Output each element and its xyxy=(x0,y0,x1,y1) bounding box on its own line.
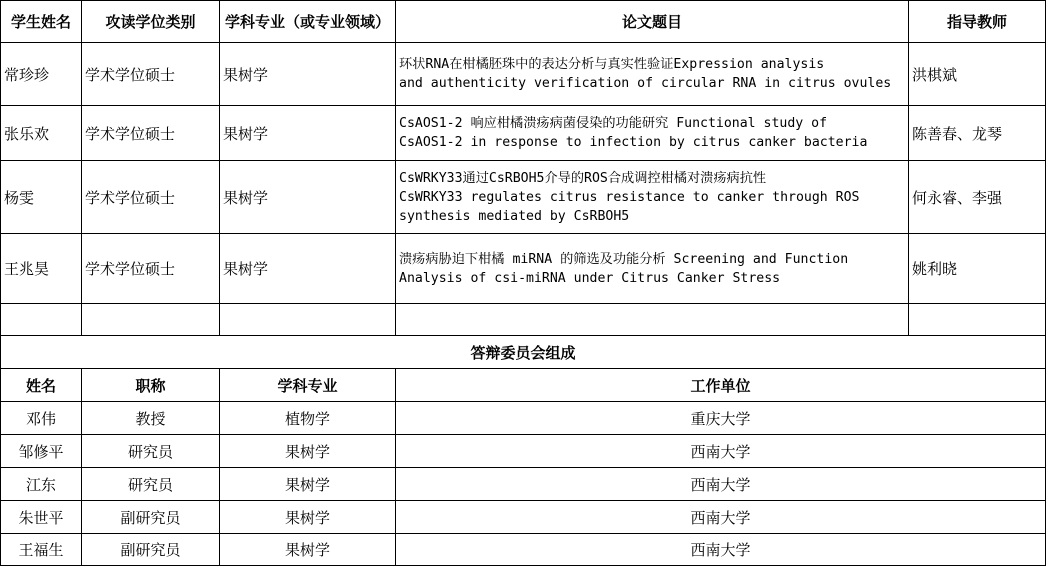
member-major: 果树学 xyxy=(220,435,396,468)
header-member-rank: 职称 xyxy=(82,369,220,402)
empty-cell xyxy=(396,304,909,336)
member-name: 王福生 xyxy=(1,534,82,566)
member-major: 果树学 xyxy=(220,501,396,534)
table-row xyxy=(1,234,1046,304)
empty-cell xyxy=(909,304,1046,336)
student-header-row xyxy=(1,1,1046,43)
member-unit: 西南大学 xyxy=(396,534,1046,566)
table-row xyxy=(1,435,1046,468)
table-row xyxy=(1,106,1046,161)
member-rank: 副研究员 xyxy=(82,534,220,566)
student-advisor: 何永睿、李强 xyxy=(909,161,1046,234)
member-rank: 教授 xyxy=(82,402,220,435)
table-row xyxy=(1,402,1046,435)
student-advisor: 姚利晓 xyxy=(909,234,1046,304)
member-name: 江东 xyxy=(1,468,82,501)
thesis-title-line: CsWRKY33通过CsRBOH5介导的ROS合成调控柑橘对溃疡病抗性 xyxy=(399,170,767,186)
table-row xyxy=(1,43,1046,106)
thesis-title-line: and authenticity verification of circular RNA in citrus ovules xyxy=(399,76,892,91)
student-degree: 学术学位硕士 xyxy=(82,161,220,234)
member-rank: 副研究员 xyxy=(82,501,220,534)
thesis-title-line: synthesis mediated by CsRBOH5 xyxy=(399,208,630,224)
member-rank: 研究员 xyxy=(82,468,220,501)
member-name: 邹修平 xyxy=(1,435,82,468)
member-unit: 重庆大学 xyxy=(396,402,1046,435)
thesis-title xyxy=(396,161,909,234)
member-rank: 研究员 xyxy=(82,435,220,468)
thesis-title-line: CsAOS1-2 in response to infection by citrus canker bacteria xyxy=(399,135,868,150)
header-advisor: 指导教师 xyxy=(909,1,1046,43)
table-row xyxy=(1,501,1046,534)
student-advisor: 洪棋斌 xyxy=(909,43,1046,106)
empty-row xyxy=(1,304,1046,336)
member-name: 朱世平 xyxy=(1,501,82,534)
student-degree: 学术学位硕士 xyxy=(82,234,220,304)
student-degree: 学术学位硕士 xyxy=(82,43,220,106)
student-name: 王兆昊 xyxy=(1,234,82,304)
thesis-title-line: 溃疡病胁迫下柑橘 miRNA 的筛选及功能分析 Screening and Function xyxy=(399,251,849,267)
table-row xyxy=(1,161,1046,234)
member-unit: 西南大学 xyxy=(396,435,1046,468)
member-major: 果树学 xyxy=(220,468,396,501)
student-major: 果树学 xyxy=(220,161,396,234)
thesis-title-line: CsWRKY33 regulates citrus resistance to canker through ROS xyxy=(399,189,860,205)
student-major: 果树学 xyxy=(220,234,396,304)
header-member-name: 姓名 xyxy=(1,369,82,402)
thesis-title-line: Analysis of csi-miRNA under Citrus Canker Stress xyxy=(399,270,781,286)
header-member-major: 学科专业 xyxy=(220,369,396,402)
member-unit: 西南大学 xyxy=(396,501,1046,534)
student-advisor: 陈善春、龙琴 xyxy=(909,106,1046,161)
committee-title: 答辩委员会组成 xyxy=(1,336,1046,369)
table-row xyxy=(1,468,1046,501)
thesis-title-line: CsAOS1-2 响应柑橘溃疡病菌侵染的功能研究 Functional study of xyxy=(399,116,828,131)
student-degree: 学术学位硕士 xyxy=(82,106,220,161)
student-name: 张乐欢 xyxy=(1,106,82,161)
student-major: 果树学 xyxy=(220,43,396,106)
student-major: 果树学 xyxy=(220,106,396,161)
member-major: 果树学 xyxy=(220,534,396,566)
thesis-title-line: 环状RNA在柑橘胚珠中的表达分析与真实性验证Expression analysis xyxy=(399,57,825,72)
header-major: 学科专业（或专业领域） xyxy=(220,1,396,43)
header-student-name: 学生姓名 xyxy=(1,1,82,43)
empty-cell xyxy=(1,304,82,336)
student-name: 杨雯 xyxy=(1,161,82,234)
student-name: 常珍珍 xyxy=(1,43,82,106)
empty-cell xyxy=(82,304,220,336)
thesis-title xyxy=(396,106,909,161)
member-name: 邓伟 xyxy=(1,402,82,435)
thesis-title xyxy=(396,234,909,304)
member-unit: 西南大学 xyxy=(396,468,1046,501)
header-thesis-title: 论文题目 xyxy=(396,1,909,43)
committee-header-row xyxy=(1,369,1046,402)
table-row xyxy=(1,534,1046,566)
member-major: 植物学 xyxy=(220,402,396,435)
thesis-title xyxy=(396,43,909,106)
empty-cell xyxy=(220,304,396,336)
header-degree-type: 攻读学位类别 xyxy=(82,1,220,43)
header-member-unit: 工作单位 xyxy=(396,369,1046,402)
committee-title-row xyxy=(1,336,1046,369)
